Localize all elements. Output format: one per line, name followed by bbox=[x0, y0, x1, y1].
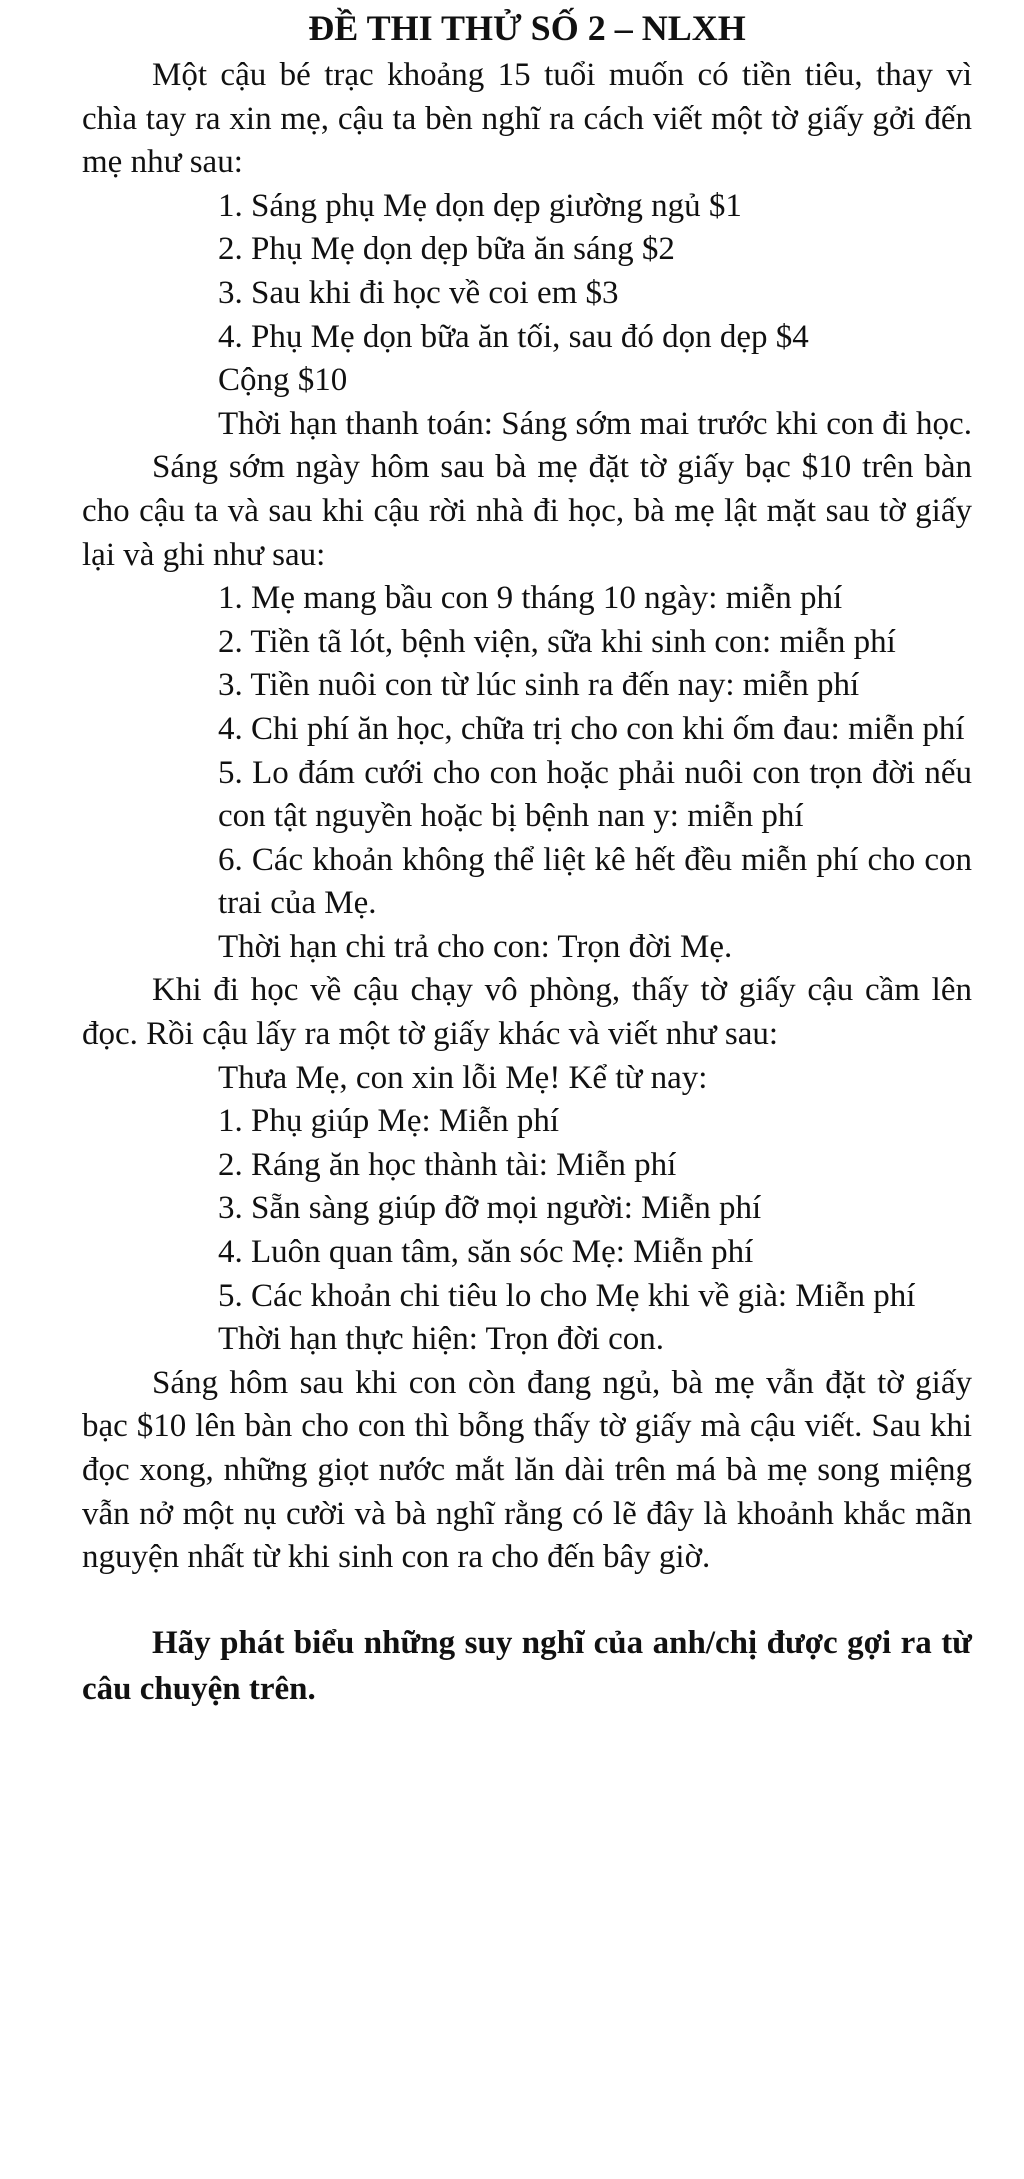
list1-item-3: 3. Sau khi đi học về coi em $3 bbox=[218, 274, 619, 311]
exam-page bbox=[82, 0, 972, 1712]
paragraph-4: Sáng hôm sau khi con còn đang ngủ, bà mẹ vẫn đặt tờ giấy bạc $10 lên bàn cho con thì bỗng thấy tờ giấy mà cậu viết. Sau khi đọc xong, những giọt nước mắt lăn dài trên má bà mẹ song miệng vẫn nở một nụ cười và bà nghĩ rằng có lẽ đây là khoảnh khắc mãn nguyện nhất từ khi sinh con ra cho đến bây giờ. bbox=[82, 1364, 972, 1576]
list2-item-3: 3. Tiền nuôi con từ lúc sinh ra đến nay: miễn phí bbox=[218, 667, 860, 704]
list3-item-2: 2. Ráng ăn học thành tài: Miễn phí bbox=[218, 1146, 677, 1183]
list2-item-6: 6. Các khoản không thể liệt kê hết đều miễn phí cho con trai của Mẹ. bbox=[218, 841, 972, 922]
page-title: ĐỀ THI THỬ SỐ 2 – NLXH bbox=[308, 8, 746, 48]
list3-item-4: 4. Luôn quan tâm, săn sóc Mẹ: Miễn phí bbox=[218, 1234, 754, 1271]
list2-item-2: 2. Tiền tã lót, bệnh viện, sữa khi sinh con: miễn phí bbox=[218, 623, 896, 660]
essay-question: Hãy phát biểu những suy nghĩ của anh/chị được gợi ra từ câu chuyện trên. bbox=[82, 1624, 972, 1707]
list1-item-2: 2. Phụ Mẹ dọn dẹp bữa ăn sáng $2 bbox=[218, 231, 675, 268]
list2-item-5: 5. Lo đám cưới cho con hoặc phải nuôi con trọn đời nếu con tật nguyền hoặc bị bệnh nan y: miễn phí bbox=[218, 754, 972, 835]
paragraph-2: Sáng sớm ngày hôm sau bà mẹ đặt tờ giấy bạc $10 trên bàn cho cậu ta và sau khi cậu rời nhà đi học, bà mẹ lật mặt sau tờ giấy lại và ghi như sau: bbox=[82, 449, 972, 573]
list2-item-4: 4. Chi phí ăn học, chữa trị cho con khi ốm đau: miễn phí bbox=[218, 710, 965, 747]
list1-total: Cộng $10 bbox=[218, 362, 348, 399]
list2-deadline: Thời hạn chi trả cho con: Trọn đời Mẹ. bbox=[218, 928, 733, 965]
paragraph-3: Khi đi học về cậu chạy vô phòng, thấy tờ giấy cậu cầm lên đọc. Rồi cậu lấy ra một tờ giấy khác và viết như sau: bbox=[82, 972, 972, 1053]
list3-item-3: 3. Sẵn sàng giúp đỡ mọi người: Miễn phí bbox=[218, 1190, 762, 1227]
paragraph-1: Một cậu bé trạc khoảng 15 tuổi muốn có tiền tiêu, thay vì chìa tay ra xin mẹ, cậu ta bèn nghĩ ra cách viết một tờ giấy gởi đến mẹ như sau: bbox=[82, 57, 972, 181]
list3-deadline: Thời hạn thực hiện: Trọn đời con. bbox=[218, 1321, 665, 1358]
list1-item-4: 4. Phụ Mẹ dọn bữa ăn tối, sau đó dọn dẹp $4 bbox=[218, 318, 809, 355]
list3-intro: Thưa Mẹ, con xin lỗi Mẹ! Kể từ nay: bbox=[218, 1059, 708, 1096]
list2-item-1: 1. Mẹ mang bầu con 9 tháng 10 ngày: miễn phí bbox=[218, 580, 843, 617]
list3-item-5: 5. Các khoản chi tiêu lo cho Mẹ khi về già: Miễn phí bbox=[218, 1277, 916, 1314]
list1-item-1: 1. Sáng phụ Mẹ dọn dẹp giường ngủ $1 bbox=[218, 187, 742, 224]
list1-deadline: Thời hạn thanh toán: Sáng sớm mai trước khi con đi học. bbox=[218, 405, 972, 442]
list3-item-1: 1. Phụ giúp Mẹ: Miễn phí bbox=[218, 1103, 560, 1140]
